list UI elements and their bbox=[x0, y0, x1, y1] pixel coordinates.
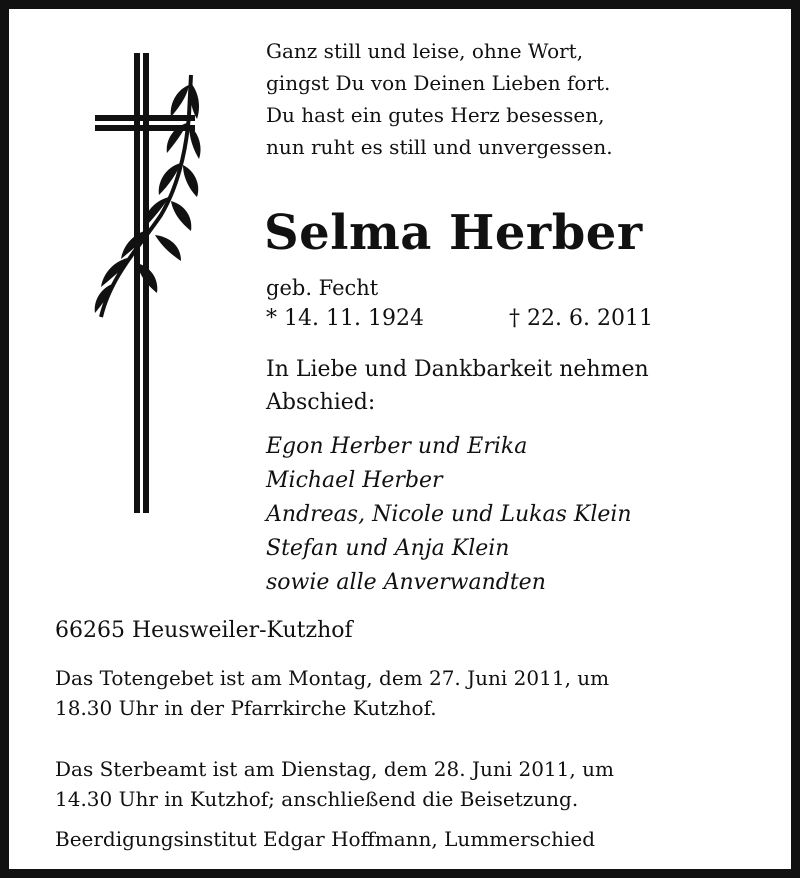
deceased-name: Selma Herber bbox=[264, 205, 643, 261]
funeral-notice bbox=[55, 754, 614, 814]
death-date: † 22. 6. 2011 bbox=[509, 306, 653, 331]
family-member: Egon Herber und Erika bbox=[266, 434, 528, 459]
family-member: sowie alle Anverwandten bbox=[266, 570, 546, 595]
family-list bbox=[266, 430, 632, 600]
birth-date: * 14. 11. 1924 bbox=[266, 306, 424, 331]
notice-line: 14.30 Uhr in Kutzhof; anschließend die Beisetzung. bbox=[55, 787, 579, 811]
family-member: Stefan und Anja Klein bbox=[266, 536, 510, 561]
notice-line: Das Sterbeamt ist am Dienstag, dem 28. Juni 2011, um bbox=[55, 757, 614, 781]
family-member: Andreas, Nicole und Lukas Klein bbox=[266, 502, 632, 527]
poem-line: nun ruht es still und unvergessen. bbox=[266, 135, 613, 159]
cross-with-palm-branch-icon bbox=[81, 45, 211, 520]
poem-line: Ganz still und leise, ohne Wort, bbox=[266, 39, 584, 63]
poem bbox=[266, 35, 613, 163]
notice-line: 18.30 Uhr in der Pfarrkirche Kutzhof. bbox=[55, 696, 437, 720]
mourning-text bbox=[266, 353, 649, 419]
birth-name: geb. Fecht bbox=[266, 276, 379, 300]
notice-line: Das Totengebet ist am Montag, dem 27. Juni 2011, um bbox=[55, 666, 610, 690]
prayer-notice bbox=[55, 663, 609, 723]
mourning-line: Abschied: bbox=[266, 390, 376, 415]
family-member: Michael Herber bbox=[266, 468, 443, 493]
mourning-line: In Liebe und Dankbarkeit nehmen bbox=[266, 357, 649, 382]
poem-line: gingst Du von Deinen Lieben fort. bbox=[266, 71, 611, 95]
undertaker: Beerdigungsinstitut Edgar Hoffmann, Lummerschied bbox=[55, 827, 596, 851]
location: 66265 Heusweiler-Kutzhof bbox=[55, 618, 353, 643]
poem-line: Du hast ein gutes Herz besessen, bbox=[266, 103, 605, 127]
